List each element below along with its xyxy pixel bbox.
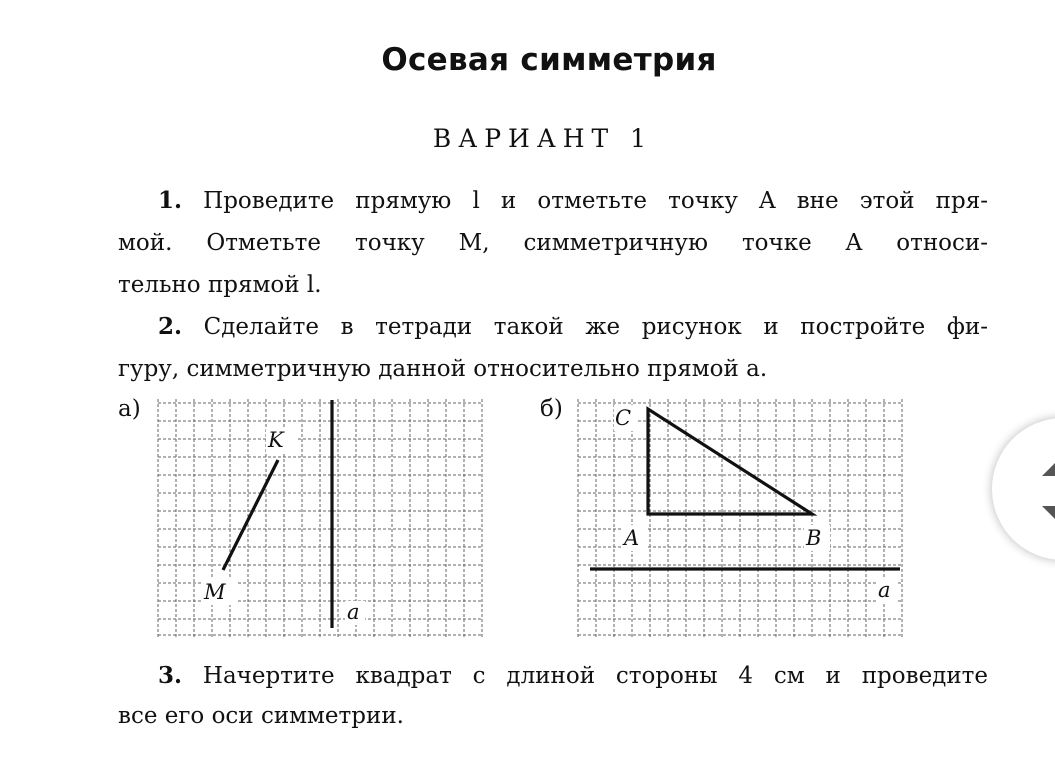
task-3 [118, 656, 988, 736]
axis-a-label-b: a [878, 578, 891, 602]
task-2-text-1: Сделайте в тетради такой же рисунок и постройте фи- [203, 314, 988, 340]
task-2-line-2: гуру, симметричную данной относительно прямой a. [118, 356, 768, 382]
task-1-line-2: мой. Отметьте точку M, симметричную точке A относи- [118, 230, 988, 256]
point-k-label: K [268, 428, 284, 452]
task-3-line-2: все его оси симметрии. [118, 703, 404, 729]
task-2-number: 2. [158, 313, 183, 340]
task-2-line-1 [118, 306, 988, 348]
triangle-abc [648, 409, 812, 514]
task-1-line-1 [118, 180, 988, 222]
scroll-arrows-icon [992, 418, 1055, 560]
point-m-label: M [204, 580, 226, 604]
figure-b-label: б) [540, 396, 563, 422]
task-3-line-1 [118, 656, 988, 696]
axis-a-label: a [347, 600, 360, 624]
point-c-label: C [615, 406, 632, 430]
page-title: Осевая симметрия [381, 42, 717, 78]
variant-heading: ВАРИАНТ 1 [432, 124, 654, 153]
task-1-text-1: Проведите прямую l и отметьте точку A вне этой пря- [203, 188, 989, 214]
task-3-text-1: Начертите квадрат с длиной стороны 4 см и проведите [202, 663, 989, 689]
scroll-nav-button[interactable] [992, 418, 1055, 560]
task-1 [118, 180, 988, 306]
figure-b [570, 395, 910, 643]
point-b-label: B [806, 526, 822, 550]
figure-a [150, 395, 490, 643]
segment-mk [223, 460, 278, 570]
task-1-number: 1. [158, 187, 183, 214]
task-3-number: 3. [158, 662, 183, 689]
figure-a-label: а) [118, 396, 141, 422]
task-2 [118, 306, 988, 390]
figure-b-grid [578, 399, 902, 639]
task-1-line-3: тельно прямой l. [118, 272, 322, 298]
point-a-label: A [624, 526, 640, 550]
